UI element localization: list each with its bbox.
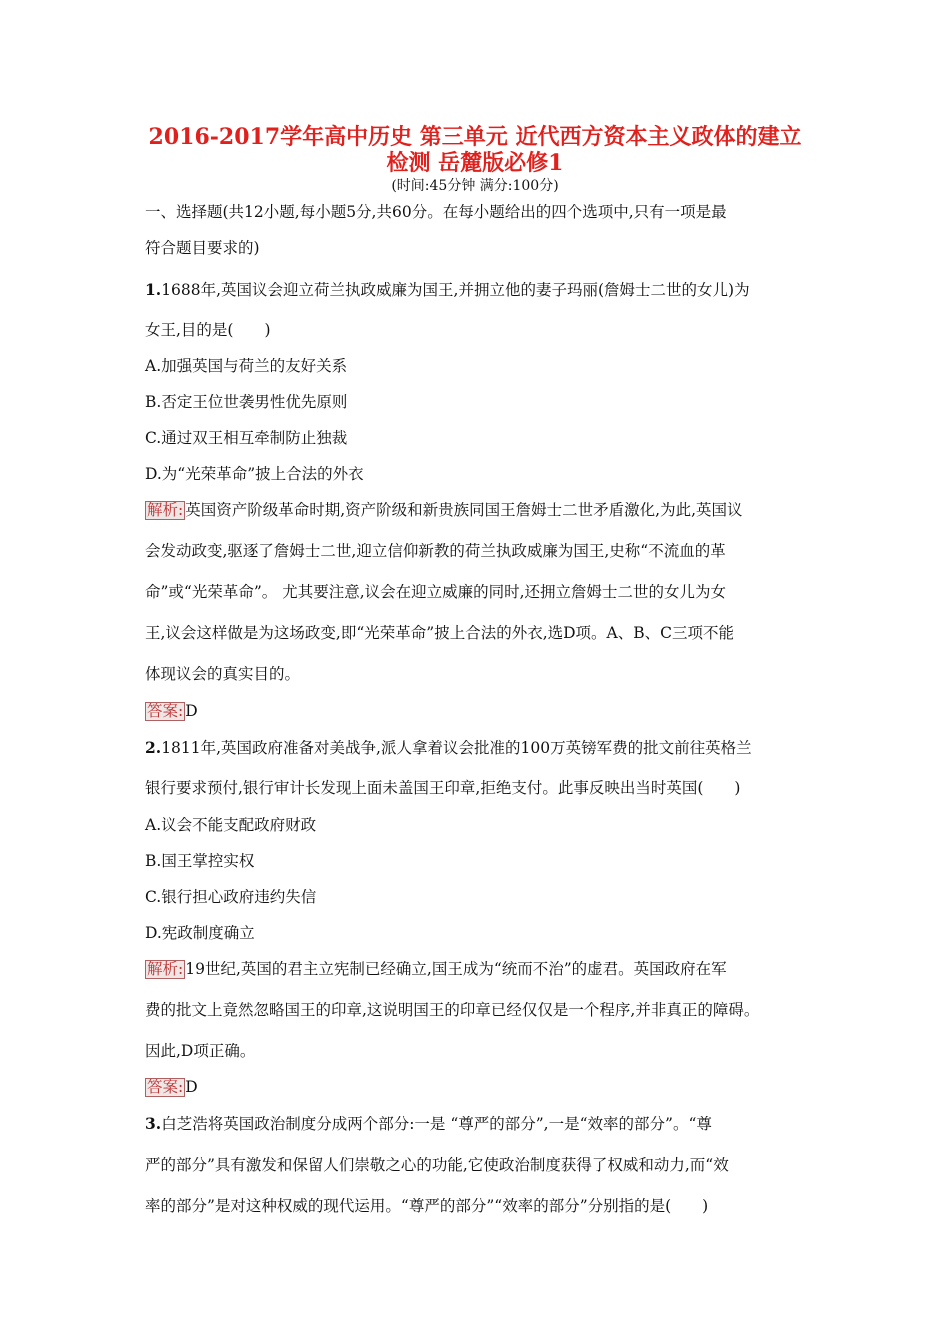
question-2-option-b: B.国王掌控实权 (145, 852, 255, 870)
question-3-stem-text: 白芝浩将英国政治制度分成两个部分:一是 “尊严的部分”,一是“效率的部分”。“尊 (161, 1115, 712, 1133)
answer-value: D (185, 702, 198, 720)
question-2-analysis-line2: 费的批文上竟然忽略国王的印章,这说明国王的印章已经仅仅是一个程序,并非真正的障碍。 (145, 1001, 760, 1019)
question-1-option-d: D.为“光荣革命”披上合法的外衣 (145, 465, 364, 483)
question-1-analysis-line3: 命”或“光荣革命”。 尤其要注意,议会在迎立威廉的同时,还拥立詹姆士二世的女儿为女 (145, 583, 727, 601)
analysis-text: 19世纪,英国的君主立宪制已经确立,国王成为“统而不治”的虚君。英国政府在军 (185, 960, 727, 978)
answer-label: 答案: (147, 1078, 184, 1096)
answer-label: 答案: (147, 702, 184, 720)
question-2-option-a: A.议会不能支配政府财政 (145, 816, 317, 834)
question-1-number: 1. (145, 280, 162, 299)
question-2-number: 2. (145, 738, 162, 757)
question-3-number: 3. (145, 1114, 162, 1133)
question-3-stem-line2: 严的部分”具有激发和保留人们崇敬之心的功能,它使政治制度获得了权威和动力,而“效 (145, 1156, 729, 1174)
question-1-analysis-line2: 会发动政变,驱逐了詹姆士二世,迎立信仰新教的荷兰执政威廉为国王,史称“不流血的革 (145, 542, 726, 560)
analysis-text: 英国资产阶级革命时期,资产阶级和新贵族同国王詹姆士二世矛盾激化,为此,英国议 (185, 501, 743, 519)
analysis-label: 解析: (147, 501, 184, 519)
page-title-line2: 检测 岳麓版必修1 (386, 150, 564, 176)
question-1-analysis-line5: 体现议会的真实目的。 (145, 665, 301, 683)
question-1-analysis-line1 (145, 500, 825, 520)
question-2-stem-line1 (145, 738, 825, 758)
question-2-option-d: D.宪政制度确立 (145, 924, 255, 942)
analysis-label: 解析: (147, 960, 184, 978)
question-2-analysis-line1 (145, 959, 825, 979)
exam-time-score: (时间:45分钟 满分:100分) (391, 178, 559, 194)
question-1-answer (145, 701, 825, 721)
question-1-analysis-line4: 王,议会这样做是为这场政变,即“光荣革命”披上合法的外衣,选D项。A、B、C三项不能 (145, 624, 735, 642)
question-2-stem-text: 1811年,英国政府准备对美战争,派人拿着议会批准的100万英镑军费的批文前往英格兰 (161, 739, 752, 757)
question-1-stem-line2: 女王,目的是( ) (145, 321, 271, 339)
section-heading-line2: 符合题目要求的) (145, 239, 260, 257)
question-2-answer (145, 1077, 825, 1097)
question-1-stem-line1 (145, 280, 825, 300)
question-2-option-c: C.银行担心政府违约失信 (145, 888, 317, 906)
question-1-option-c: C.通过双王相互牵制防止独裁 (145, 429, 348, 447)
question-1-option-a: A.加强英国与荷兰的友好关系 (145, 357, 348, 375)
section-heading-line1: 一、选择题(共12小题,每小题5分,共60分。在每小题给出的四个选项中,只有一项是最 (145, 203, 727, 221)
answer-value: D (185, 1078, 198, 1096)
page-title-line1: 2016-2017学年高中历史 第三单元 近代西方资本主义政体的建立 (148, 124, 802, 150)
question-2-stem-line2: 银行要求预付,银行审计长发现上面未盖国王印章,拒绝支付。此事反映出当时英国( ) (145, 779, 741, 797)
question-1-stem-text: 1688年,英国议会迎立荷兰执政威廉为国王,并拥立他的妻子玛丽(詹姆士二世的女儿)为 (161, 281, 750, 299)
question-1-option-b: B.否定王位世袭男性优先原则 (145, 393, 348, 411)
question-3-stem-line3: 率的部分”是对这种权威的现代运用。“尊严的部分”“效率的部分”分别指的是( ) (145, 1197, 709, 1215)
question-2-analysis-line3: 因此,D项正确。 (145, 1042, 256, 1060)
question-3-stem-line1 (145, 1114, 825, 1134)
